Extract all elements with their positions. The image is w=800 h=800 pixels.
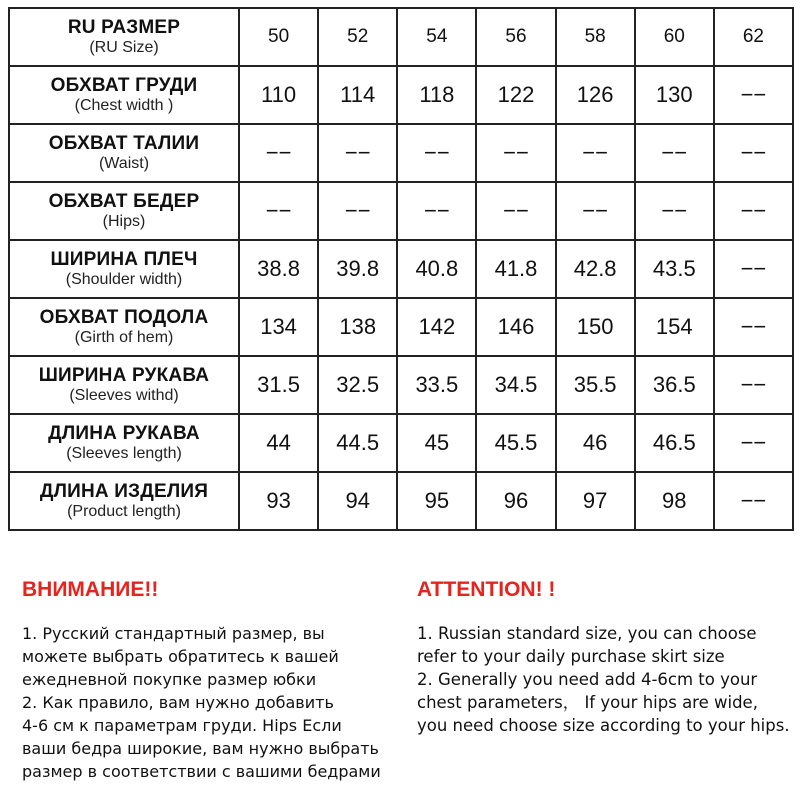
value-cell: 142 [397, 298, 476, 356]
value-cell: 46 [556, 414, 635, 472]
value-cell: 146 [476, 298, 555, 356]
row-label-ru: ДЛИНА ИЗДЕЛИЯ [39, 481, 209, 502]
value-cell: 126 [556, 66, 635, 124]
size-header-cell: 62 [714, 8, 793, 66]
header-label-en: (RU Size) [89, 39, 159, 56]
value-cell: 130 [635, 66, 714, 124]
value-cell: 95 [397, 472, 476, 530]
value-cell: 31.5 [239, 356, 318, 414]
row-label-en: (Shoulder width) [65, 271, 183, 288]
row-label-cell [9, 124, 239, 182]
value-cell: 41.8 [476, 240, 555, 298]
table-row [9, 240, 793, 298]
row-label-ru: ОБХВАТ ТАЛИИ [48, 133, 200, 154]
value-cell: −− [635, 124, 714, 182]
attention-title-en: ATTENTION! ! [417, 578, 556, 601]
row-label-cell [9, 240, 239, 298]
value-cell: 32.5 [318, 356, 397, 414]
size-header-cell: 60 [635, 8, 714, 66]
attention-body-en: 1. Russian standard size, you can choose refer to your daily purchase skirt size 2. Generally you need add 4-6cm to your chest parameters， If your hips are wide, you need choose size according to your hips. [417, 624, 790, 735]
value-cell: 96 [476, 472, 555, 530]
attention-notes-ru [22, 578, 402, 783]
attention-title-ru: ВНИМАНИЕ!! [22, 578, 159, 601]
row-label-ru: ОБХВАТ БЕДЕР [48, 191, 200, 212]
value-cell: −− [714, 182, 793, 240]
value-cell: −− [239, 124, 318, 182]
table-row [9, 66, 793, 124]
value-cell: −− [714, 356, 793, 414]
value-cell: 46.5 [635, 414, 714, 472]
value-cell: −− [476, 124, 555, 182]
value-cell: 94 [318, 472, 397, 530]
value-cell: 122 [476, 66, 555, 124]
row-label-ru: ШИРИНА РУКАВА [38, 365, 210, 386]
table-header-row [9, 8, 793, 66]
value-cell: 134 [239, 298, 318, 356]
value-cell: 150 [556, 298, 635, 356]
row-label-ru: ДЛИНА РУКАВА [48, 423, 200, 444]
value-cell: 110 [239, 66, 318, 124]
value-cell: 44 [239, 414, 318, 472]
size-header-cell: 52 [318, 8, 397, 66]
value-cell: 38.8 [239, 240, 318, 298]
value-cell: 114 [318, 66, 397, 124]
value-cell: 45 [397, 414, 476, 472]
row-label-en: (Waist) [98, 155, 150, 172]
size-header-cell: 56 [476, 8, 555, 66]
value-cell: 33.5 [397, 356, 476, 414]
value-cell: −− [714, 414, 793, 472]
row-label-en: (Hips) [102, 213, 146, 230]
value-cell: −− [556, 124, 635, 182]
value-cell: −− [714, 298, 793, 356]
value-cell: −− [476, 182, 555, 240]
value-cell: −− [556, 182, 635, 240]
row-label-cell [9, 66, 239, 124]
header-label-cell [9, 8, 239, 66]
value-cell: −− [318, 124, 397, 182]
value-cell: 118 [397, 66, 476, 124]
value-cell: −− [318, 182, 397, 240]
value-cell: −− [714, 240, 793, 298]
value-cell: 35.5 [556, 356, 635, 414]
size-header-cell: 54 [397, 8, 476, 66]
value-cell: −− [397, 182, 476, 240]
row-label-ru: ОБХВАТ ПОДОЛА [39, 307, 209, 328]
value-cell: 34.5 [476, 356, 555, 414]
header-label-ru: RU РАЗМЕР [67, 17, 181, 38]
value-cell: 97 [556, 472, 635, 530]
row-label-cell [9, 356, 239, 414]
size-chart-table [8, 7, 794, 531]
table-row [9, 124, 793, 182]
row-label-cell [9, 182, 239, 240]
row-label-en: (Sleeves withd) [69, 387, 179, 404]
value-cell: −− [397, 124, 476, 182]
row-label-ru: ОБХВАТ ГРУДИ [50, 75, 198, 96]
row-label-cell [9, 472, 239, 530]
value-cell: 42.8 [556, 240, 635, 298]
size-chart-body [9, 8, 793, 530]
value-cell: 138 [318, 298, 397, 356]
attention-body-ru: 1. Русский стандартный размер, вы можете выбрать обратитесь к вашей ежедневной покупке размер юбки 2. Как правило, вам нужно добавить 4-6 см к параметрам груди. Hips Если ваши бедра широкие, вам нужно выбрать размер в соответствии с вашими бедрами [22, 624, 381, 781]
value-cell: 39.8 [318, 240, 397, 298]
row-label-en: (Chest width ) [74, 97, 174, 114]
value-cell: 43.5 [635, 240, 714, 298]
table-row [9, 472, 793, 530]
row-label-en: (Sleeves length) [66, 445, 182, 462]
table-row [9, 414, 793, 472]
value-cell: 154 [635, 298, 714, 356]
attention-notes-en [417, 578, 797, 737]
size-header-cell: 58 [556, 8, 635, 66]
row-label-cell [9, 414, 239, 472]
table-row [9, 182, 793, 240]
value-cell: −− [714, 124, 793, 182]
value-cell: −− [239, 182, 318, 240]
value-cell: −− [714, 66, 793, 124]
value-cell: 45.5 [476, 414, 555, 472]
table-row [9, 356, 793, 414]
value-cell: 40.8 [397, 240, 476, 298]
value-cell: 93 [239, 472, 318, 530]
value-cell: −− [714, 472, 793, 530]
value-cell: 98 [635, 472, 714, 530]
row-label-cell [9, 298, 239, 356]
table-row [9, 298, 793, 356]
value-cell: −− [635, 182, 714, 240]
row-label-ru: ШИРИНА ПЛЕЧ [50, 249, 198, 270]
row-label-en: (Girth of hem) [74, 329, 174, 346]
value-cell: 44.5 [318, 414, 397, 472]
value-cell: 36.5 [635, 356, 714, 414]
size-header-cell: 50 [239, 8, 318, 66]
row-label-en: (Product length) [67, 503, 181, 520]
